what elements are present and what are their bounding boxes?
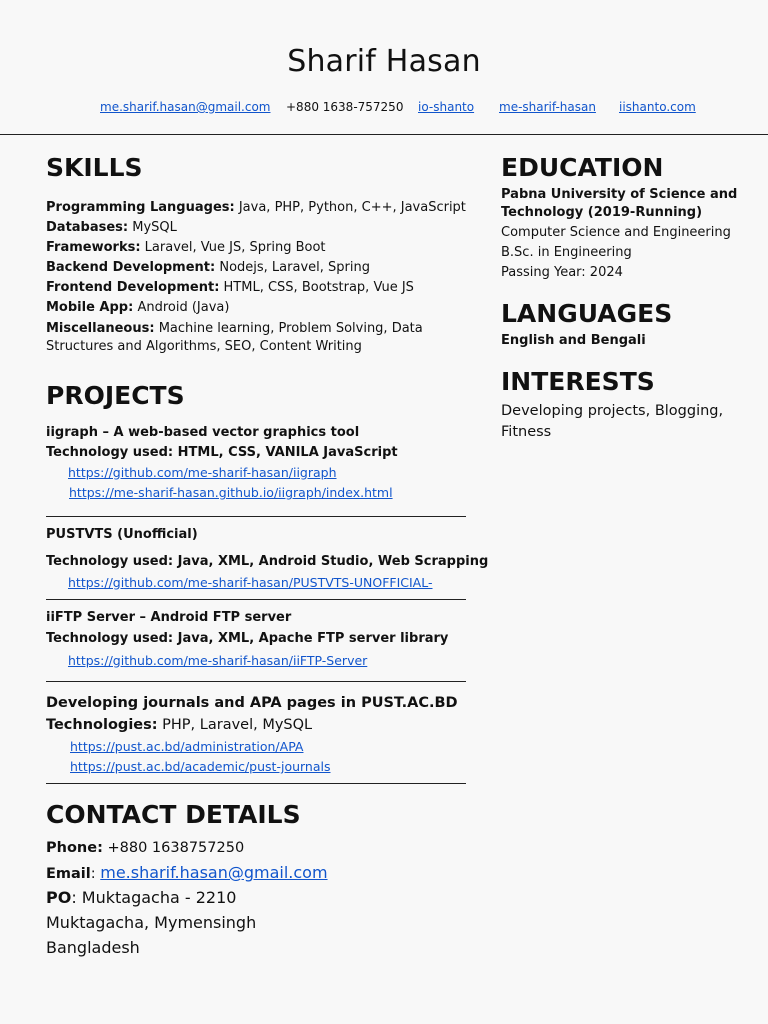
education-degree: B.Sc. in Engineering: [501, 245, 632, 260]
project-divider: [46, 599, 466, 600]
skill-item: Programming Languages: Java, PHP, Python, C++, JavaScript: [46, 200, 466, 215]
project-title: iigraph – A web-based vector graphics tool: [46, 425, 360, 440]
project-divider: [46, 681, 466, 682]
contact-email-link[interactable]: me.sharif.hasan@gmail.com: [100, 863, 328, 882]
header-email-link[interactable]: me.sharif.hasan@gmail.com: [100, 100, 271, 114]
header-link-github[interactable]: me-sharif-hasan: [499, 100, 596, 114]
project-link[interactable]: https://pust.ac.bd/administration/APA: [70, 739, 304, 754]
project-title: PUSTVTS (Unofficial): [46, 527, 198, 542]
interests-line: Fitness: [501, 424, 552, 440]
skill-item: Miscellaneous: Machine learning, Problem Solving, Data: [46, 321, 423, 336]
skill-item: Backend Development: Nodejs, Laravel, Spring: [46, 260, 370, 275]
contact-country: Bangladesh: [46, 938, 140, 957]
education-heading: EDUCATION: [501, 153, 664, 182]
contact-city: Muktagacha, Mymensingh: [46, 913, 257, 932]
interests-line: Developing projects, Blogging,: [501, 403, 724, 419]
project-tech: Technologies: PHP, Laravel, MySQL: [46, 717, 313, 733]
skill-item: Frontend Development: HTML, CSS, Bootstrap, Vue JS: [46, 280, 414, 295]
project-link[interactable]: https://github.com/me-sharif-hasan/iigraph: [68, 465, 337, 480]
project-divider: [46, 516, 466, 517]
skills-heading: SKILLS: [46, 153, 143, 182]
languages-value: English and Bengali: [501, 333, 646, 348]
header-link-website[interactable]: iishanto.com: [619, 100, 696, 114]
project-title: Developing journals and APA pages in PUST.AC.BD: [46, 695, 458, 711]
education-department: Computer Science and Engineering: [501, 225, 731, 240]
skill-item: Mobile App: Android (Java): [46, 300, 230, 315]
interests-heading: INTERESTS: [501, 367, 655, 396]
skill-item: Databases: MySQL: [46, 220, 177, 235]
project-link[interactable]: https://github.com/me-sharif-hasan/iiFTP-Server: [68, 653, 368, 668]
contact-email: Email: me.sharif.hasan@gmail.com: [46, 863, 328, 882]
languages-heading: LANGUAGES: [501, 299, 673, 328]
project-divider: [46, 783, 466, 784]
education-university: Pabna University of Science and: [501, 187, 738, 202]
project-link[interactable]: https://github.com/me-sharif-hasan/PUSTVTS-UNOFFICIAL-: [68, 575, 433, 590]
education-year: Passing Year: 2024: [501, 265, 623, 280]
project-tech: Technology used: HTML, CSS, VANILA JavaScript: [46, 445, 398, 460]
header-phone: +880 1638-757250: [286, 100, 404, 114]
project-title: iiFTP Server – Android FTP server: [46, 610, 292, 625]
header-link-io-shanto[interactable]: io-shanto: [418, 100, 475, 114]
contact-heading: CONTACT DETAILS: [46, 800, 301, 829]
header-divider: [0, 134, 768, 135]
contact-phone: Phone: +880 1638757250: [46, 840, 245, 856]
education-university-cont: Technology (2019-Running): [501, 205, 703, 220]
contact-po: PO: Muktagacha - 2210: [46, 888, 237, 907]
project-link[interactable]: https://me-sharif-hasan.github.io/iigraph/index.html: [69, 485, 393, 500]
resume-name: Sharif Hasan: [287, 44, 481, 79]
projects-heading: PROJECTS: [46, 381, 185, 410]
project-link[interactable]: https://pust.ac.bd/academic/pust-journals: [70, 759, 331, 774]
project-tech: Technology used: Java, XML, Apache FTP server library: [46, 631, 449, 646]
project-tech: Technology used: Java, XML, Android Studio, Web Scrapping: [46, 554, 489, 569]
skill-item: Frameworks: Laravel, Vue JS, Spring Boot: [46, 240, 326, 255]
skill-item-continued: Structures and Algorithms, SEO, Content Writing: [46, 339, 362, 354]
